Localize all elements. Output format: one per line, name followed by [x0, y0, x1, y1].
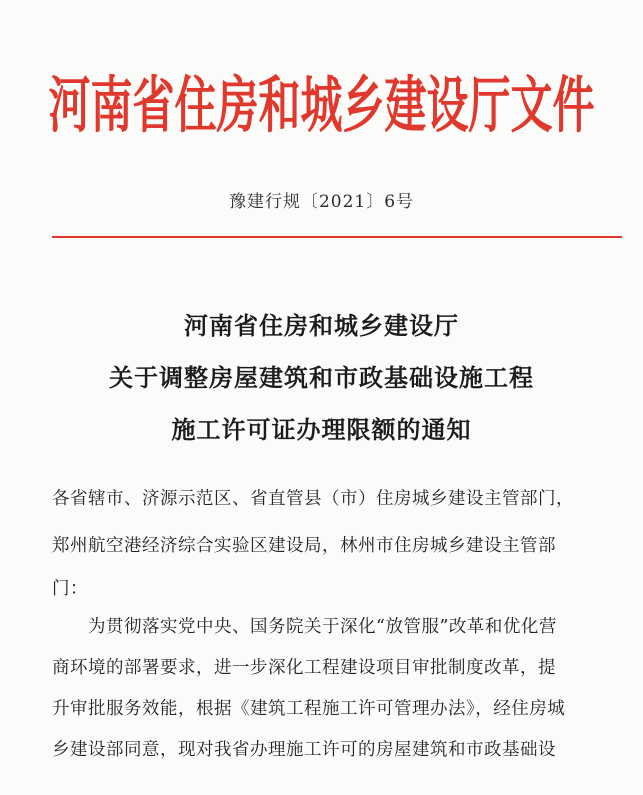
notice-title-line-3: 施工许可证办理限额的通知 — [171, 415, 472, 444]
document-number: 豫建行规〔2021〕6号 — [228, 192, 415, 212]
body-line-5: 商环境的部署要求，进一步深化工程建设项目审批制度改革，提 — [52, 658, 556, 678]
body-line-6: 升审批服务效能，根据《建筑工程施工许可管理办法》，经住房城 — [52, 699, 566, 719]
notice-title-line-1: 河南省住房和城乡建设厅 — [184, 311, 459, 340]
body-line-2: 郑州航空港经济综合实验区建设局，林州市住房城乡建设主管部 — [52, 536, 556, 556]
org-header-title: 河南省住房和城乡建设厅文件 — [48, 69, 595, 141]
red-divider — [52, 236, 622, 238]
body-line-3: 门： — [52, 579, 88, 599]
notice-title-line-2: 关于调整房屋建筑和市政基础设施工程 — [109, 363, 534, 392]
body-line-7: 乡建设部同意，现对我省办理施工许可的房屋建筑和市政基础设 — [52, 740, 556, 760]
body-line-4: 为贯彻落实党中央、国务院关于深化“放管服”改革和优化营 — [52, 617, 557, 637]
body-line-1: 各省辖市、济源示范区、省直管县（市）住房城乡建设主管部门， — [52, 489, 574, 509]
